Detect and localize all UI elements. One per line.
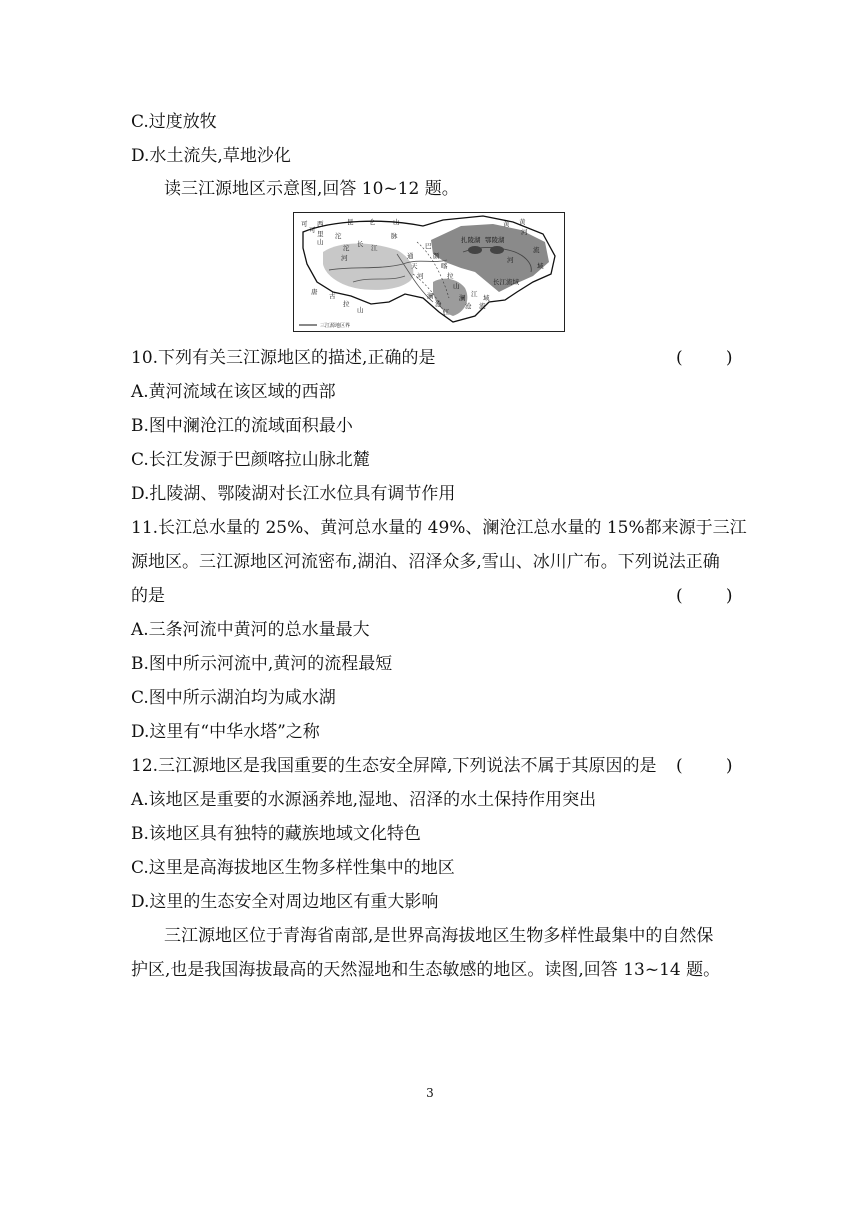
svg-text:唐: 唐 <box>311 288 318 296</box>
svg-text:通: 通 <box>407 252 414 260</box>
svg-text:流: 流 <box>479 302 486 310</box>
svg-text:流: 流 <box>533 246 540 254</box>
svg-text:里: 里 <box>317 230 324 238</box>
svg-text:脉: 脉 <box>391 232 398 240</box>
q11-option-d: D.这里有“中华水塔”之称 <box>131 722 320 742</box>
q11-option-a: A.三条河流中黄河的总水量最大 <box>131 620 370 640</box>
svg-text:江: 江 <box>443 308 450 316</box>
svg-text:长: 长 <box>357 240 364 248</box>
zhaling-lake <box>468 246 482 254</box>
page-number: 3 <box>426 1086 434 1100</box>
svg-text:河: 河 <box>417 272 424 280</box>
svg-text:河: 河 <box>341 254 348 262</box>
q10-option-d: D.扎陵湖、鄂陵湖对长江水位具有调节作用 <box>131 484 456 504</box>
q12-option-b: B.该地区具有独特的藏族地域文化特色 <box>131 824 421 844</box>
q10-stem: 10.下列有关三江源地区的描述,正确的是 <box>131 348 436 368</box>
q11-stem-line-2: 源地区。三江源地区河流密布,湖泊、沼泽众多,雪山、冰川广布。下列说法正确 <box>131 552 720 572</box>
legend-label: 三江源地区界 <box>320 323 351 329</box>
svg-text:颜: 颜 <box>433 252 440 260</box>
svg-text:古: 古 <box>329 292 336 300</box>
option-c-top: C.过度放牧 <box>131 112 217 132</box>
svg-text:仑: 仑 <box>369 218 376 226</box>
svg-text:江: 江 <box>471 290 478 298</box>
svg-text:山: 山 <box>393 218 400 226</box>
q12-option-c: C.这里是高海拔地区生物多样性集中的地区 <box>131 858 455 878</box>
q11-stem-line-1: 11.长江总水量的 25%、黄河总水量的 49%、澜沧江总水量的 15%都来源于三江 <box>131 518 747 538</box>
svg-text:山: 山 <box>317 238 324 246</box>
q12-stem: 12.三江源地区是我国重要的生态安全屏障,下列说法不属于其原因的是 <box>131 756 657 776</box>
sanjiangyuan-map <box>293 212 565 332</box>
q10-answer-paren: ( ) <box>676 348 733 368</box>
svg-text:澜: 澜 <box>427 292 434 300</box>
svg-text:黄: 黄 <box>519 218 526 226</box>
svg-text:黄: 黄 <box>503 220 510 228</box>
q11-answer-paren: ( ) <box>676 586 733 606</box>
svg-text:沧: 沧 <box>435 300 442 308</box>
svg-text:拉: 拉 <box>447 272 454 280</box>
svg-text:拉: 拉 <box>343 300 350 308</box>
svg-text:可: 可 <box>309 226 316 234</box>
svg-text:昆: 昆 <box>347 218 354 226</box>
svg-text:河: 河 <box>521 228 528 236</box>
svg-text:扎陵湖: 扎陵湖 <box>461 236 481 244</box>
svg-text:沱: 沱 <box>343 244 350 252</box>
option-d-top: D.水土流失,草地沙化 <box>131 146 291 166</box>
svg-text:山: 山 <box>453 282 460 290</box>
svg-text:河: 河 <box>507 256 514 264</box>
q11-stem-line-3: 的是 <box>131 586 165 606</box>
intro-13-14-line-2: 护区,也是我国海拔最高的天然湿地和生态敏感的地区。读图,回答 13~14 题。 <box>131 960 721 980</box>
svg-text:域: 域 <box>483 294 490 302</box>
svg-text:澜: 澜 <box>459 294 466 302</box>
intro-10-12: 读三江源地区示意图,回答 10~12 题。 <box>164 179 459 199</box>
q12-answer-paren: ( ) <box>676 756 733 776</box>
svg-text:山: 山 <box>357 306 364 314</box>
q11-option-b: B.图中所示河流中,黄河的流程最短 <box>131 654 393 674</box>
svg-text:江: 江 <box>371 244 378 252</box>
intro-13-14-line-1: 三江源地区位于青海省南部,是世界高海拔地区生物多样性最集中的自然保 <box>164 926 714 946</box>
svg-text:长江流域: 长江流域 <box>493 278 519 286</box>
q12-option-a: A.该地区是重要的水源涵养地,湿地、沼泽的水土保持作用突出 <box>131 790 597 810</box>
q11-option-c: C.图中所示湖泊均为咸水湖 <box>131 688 336 708</box>
q10-option-b: B.图中澜沧江的流域面积最小 <box>131 416 353 436</box>
svg-text:喀: 喀 <box>441 262 448 270</box>
eling-lake <box>490 246 504 254</box>
svg-text:鄂陵湖: 鄂陵湖 <box>485 236 505 244</box>
q10-option-a: A.黄河流域在该区域的西部 <box>131 382 336 402</box>
svg-text:沱: 沱 <box>335 232 342 240</box>
q12-option-d: D.这里的生态安全对周边地区有重大影响 <box>131 892 439 912</box>
svg-text:西: 西 <box>317 220 324 228</box>
svg-text:域: 域 <box>537 262 544 270</box>
svg-text:巴: 巴 <box>425 242 432 250</box>
svg-text:天: 天 <box>411 262 418 270</box>
q10-option-c: C.长江发源于巴颜喀拉山脉北麓 <box>131 450 370 470</box>
svg-text:沧: 沧 <box>465 302 472 310</box>
svg-text:可: 可 <box>301 220 308 228</box>
